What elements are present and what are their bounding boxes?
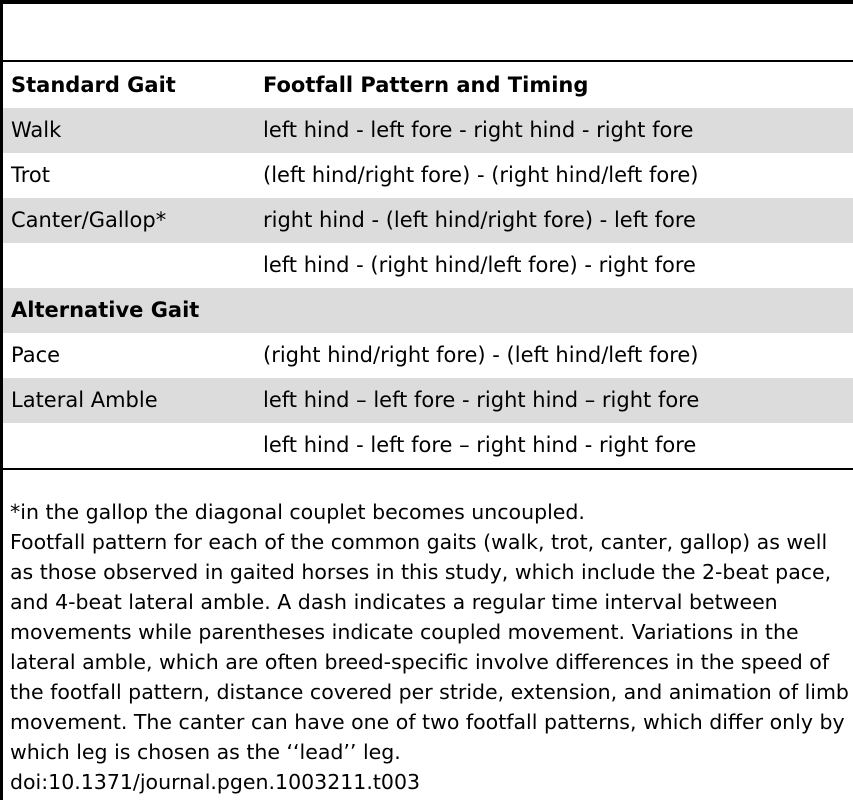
table-row [3, 423, 853, 468]
pattern-cell: left hind - (right hind/left fore) - right fore [263, 253, 696, 277]
header-footfall-pattern: Footfall Pattern and Timing [263, 73, 589, 97]
gait-table [3, 60, 853, 470]
table-row [3, 153, 853, 198]
table-row [3, 378, 853, 423]
pattern-cell: right hind - (left hind/right fore) - left fore [263, 208, 696, 232]
table-bottom-rule [3, 468, 853, 470]
doi-text: doi:10.1371/journal.pgen.1003211.t003 [10, 770, 421, 794]
pattern-cell: (right hind/right fore) - (left hind/left fore) [263, 343, 699, 367]
gait-cell: Walk [11, 118, 62, 142]
asterisk-footnote: *in the gallop the diagonal couplet becomes uncoupled. [10, 500, 585, 524]
pattern-cell: left hind – left fore - right hind – right fore [263, 388, 700, 412]
table-top-rule [0, 0, 853, 4]
gait-cell: Lateral Amble [11, 388, 158, 412]
section-header-row [3, 288, 853, 333]
table-header-row [3, 62, 853, 108]
gait-cell: Pace [11, 343, 61, 367]
gait-cell: Canter/Gallop* [11, 208, 167, 232]
table-row [3, 108, 853, 153]
table-caption: Footfall pattern for each of the common gaits (walk, trot, canter, gallop) as well as those observed in gaited horses in this study, which include the 2-beat pace, and 4-beat lateral amble. A dash indicates a regular time interval between movements while parentheses indicate coupled movement. Variations in the lateral amble, which are often breed-specific involve differences in the speed of the footfall pattern, distance covered per stride, extension, and animation of limb movement. The canter can have one of two footfall patterns, which differ only by which leg is chosen as the ‘‘lead’’ leg. [10, 530, 849, 764]
pattern-cell: left hind - left fore - right hind - right fore [263, 118, 694, 142]
table-footnotes [10, 497, 850, 797]
pattern-cell: left hind - left fore – right hind - right fore [263, 433, 697, 457]
pattern-cell: (left hind/right fore) - (right hind/left fore) [263, 163, 699, 187]
section-header-alternative-gait: Alternative Gait [11, 298, 200, 322]
table-row [3, 333, 853, 378]
gait-cell: Trot [11, 163, 50, 187]
header-standard-gait: Standard Gait [11, 73, 176, 97]
table-row [3, 198, 853, 243]
table-row [3, 243, 853, 288]
